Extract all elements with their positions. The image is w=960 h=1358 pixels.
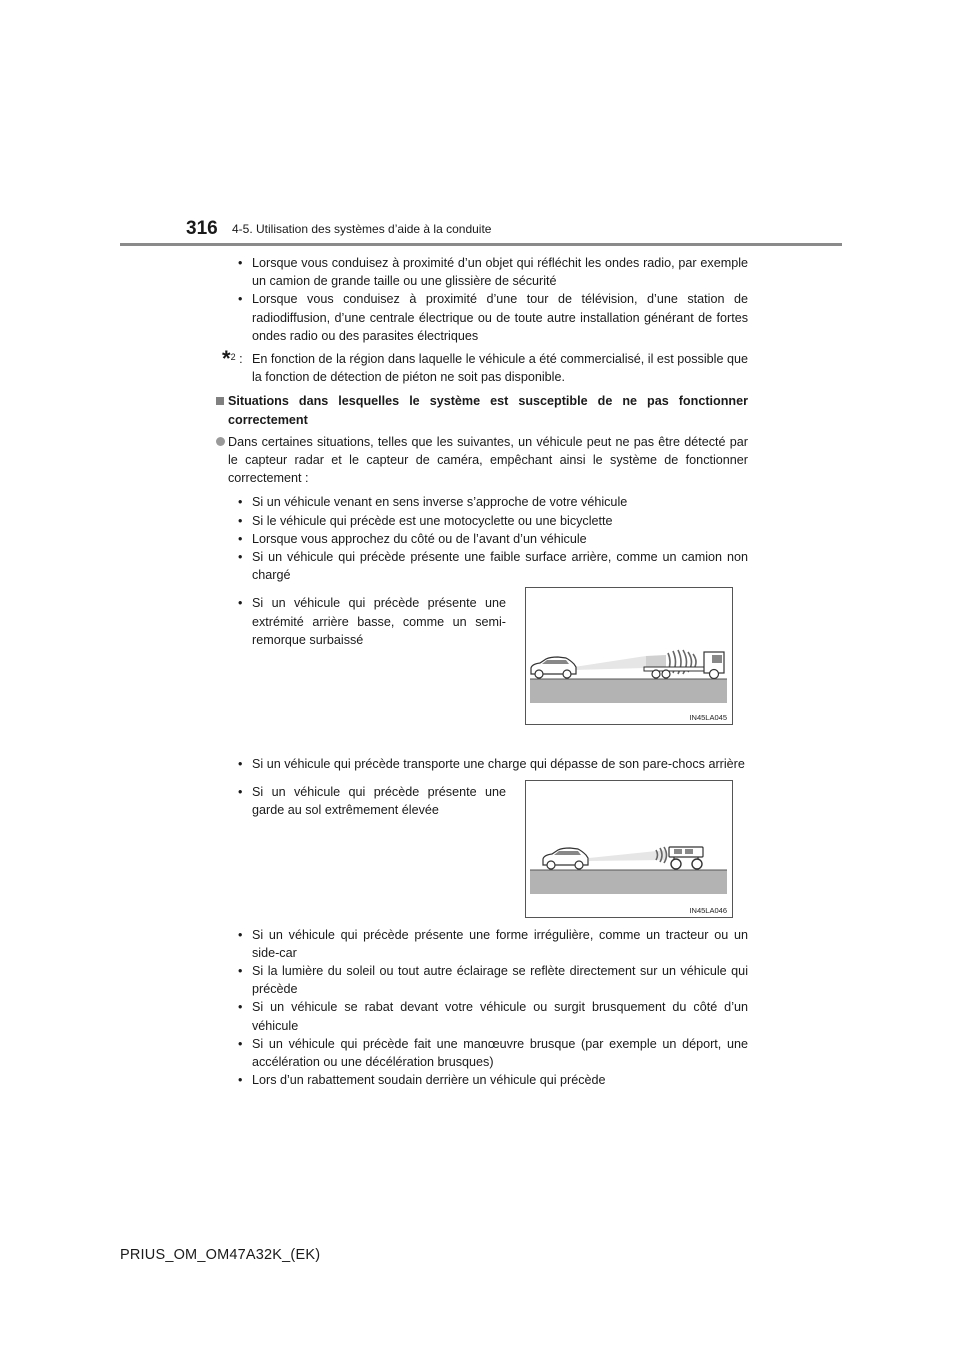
list-item: • Lorsque vous conduisez à proximité d’un objet qui réfléchit les ondes radio, par exemple un camion de grande taille ou une glissière de sécurité <box>238 256 748 289</box>
footnote: *$^2$ : En fonction de la région dans laquelle le véhicule a été commercialisé, il est possible que la fonction de détection de piéton ne soit pas disponible. <box>222 346 748 385</box>
footnote-marker: *$^2$ : <box>222 346 243 372</box>
low-trailer-illustration <box>526 588 732 724</box>
list-item: • Si le véhicule qui précède est une motocyclette ou une bicyclette <box>238 513 613 528</box>
section-title: 4-5. Utilisation des systèmes d’aide à la conduite <box>232 222 492 236</box>
list-item: • Lorsque vous approchez du côté ou de l’avant d’un véhicule <box>238 531 587 546</box>
section-heading: Situations dans lesquelles le système est susceptible de ne pas fonctionner correctement <box>216 392 748 428</box>
list-item: • Si un véhicule qui précède présente une garde au sol extrêmement élevée <box>238 785 506 818</box>
list-item: • Si un véhicule qui précède présente une forme irrégulière, comme un tracteur ou un side-car <box>238 927 748 960</box>
list-item: • Lorsque vous conduisez à proximité d’une tour de télévision, d’une station de radiodiffusion, d’une centrale électrique ou de toute autre installation générant de fortes ondes radio ou des parasites électriques <box>238 292 748 343</box>
circle-bullet-icon <box>216 437 225 446</box>
square-bullet-icon <box>216 397 224 405</box>
list-item: • Lors d’un rabattement soudain derrière un véhicule qui précède <box>238 1073 606 1088</box>
list-item: • Si un véhicule qui précède fait une manœuvre brusque (par exemple un déport, une accélération ou une décélération brusques) <box>238 1036 748 1070</box>
figure-code: IN45LA045 <box>689 713 727 722</box>
header-rule <box>120 243 842 246</box>
circle-paragraph: Dans certaines situations, telles que les suivantes, un véhicule peut ne pas être détecté par le capteur radar et le capteur de caméra, empêchant ainsi le système de fonctionner correctement : <box>216 433 748 488</box>
page-number: 316 <box>186 218 218 239</box>
figure-high-clearance <box>525 780 733 918</box>
figure-code: IN45LA046 <box>689 906 727 915</box>
list-item: • Si la lumière du soleil ou tout autre éclairage se reflète directement sur un véhicule qui précède <box>238 964 748 997</box>
document-code: PRIUS_OM_OM47A32K_(EK) <box>120 1247 321 1263</box>
list-item: • Si un véhicule qui précède présente une extrémité arrière basse, comme un semi-remorque surbaissé <box>238 596 506 647</box>
list-item: • Si un véhicule se rabat devant votre véhicule ou surgit brusquement du côté d’un véhicule <box>238 1000 748 1033</box>
list-item: • Si un véhicule venant en sens inverse s’approche de votre véhicule <box>238 495 628 510</box>
list-item: • Si un véhicule qui précède transporte une charge qui dépasse de son pare-chocs arrière <box>238 757 745 772</box>
list-item: • Si un véhicule qui précède présente une faible surface arrière, comme un camion non chargé <box>238 550 748 583</box>
high-clearance-illustration <box>526 781 732 917</box>
figure-low-trailer <box>525 587 733 725</box>
